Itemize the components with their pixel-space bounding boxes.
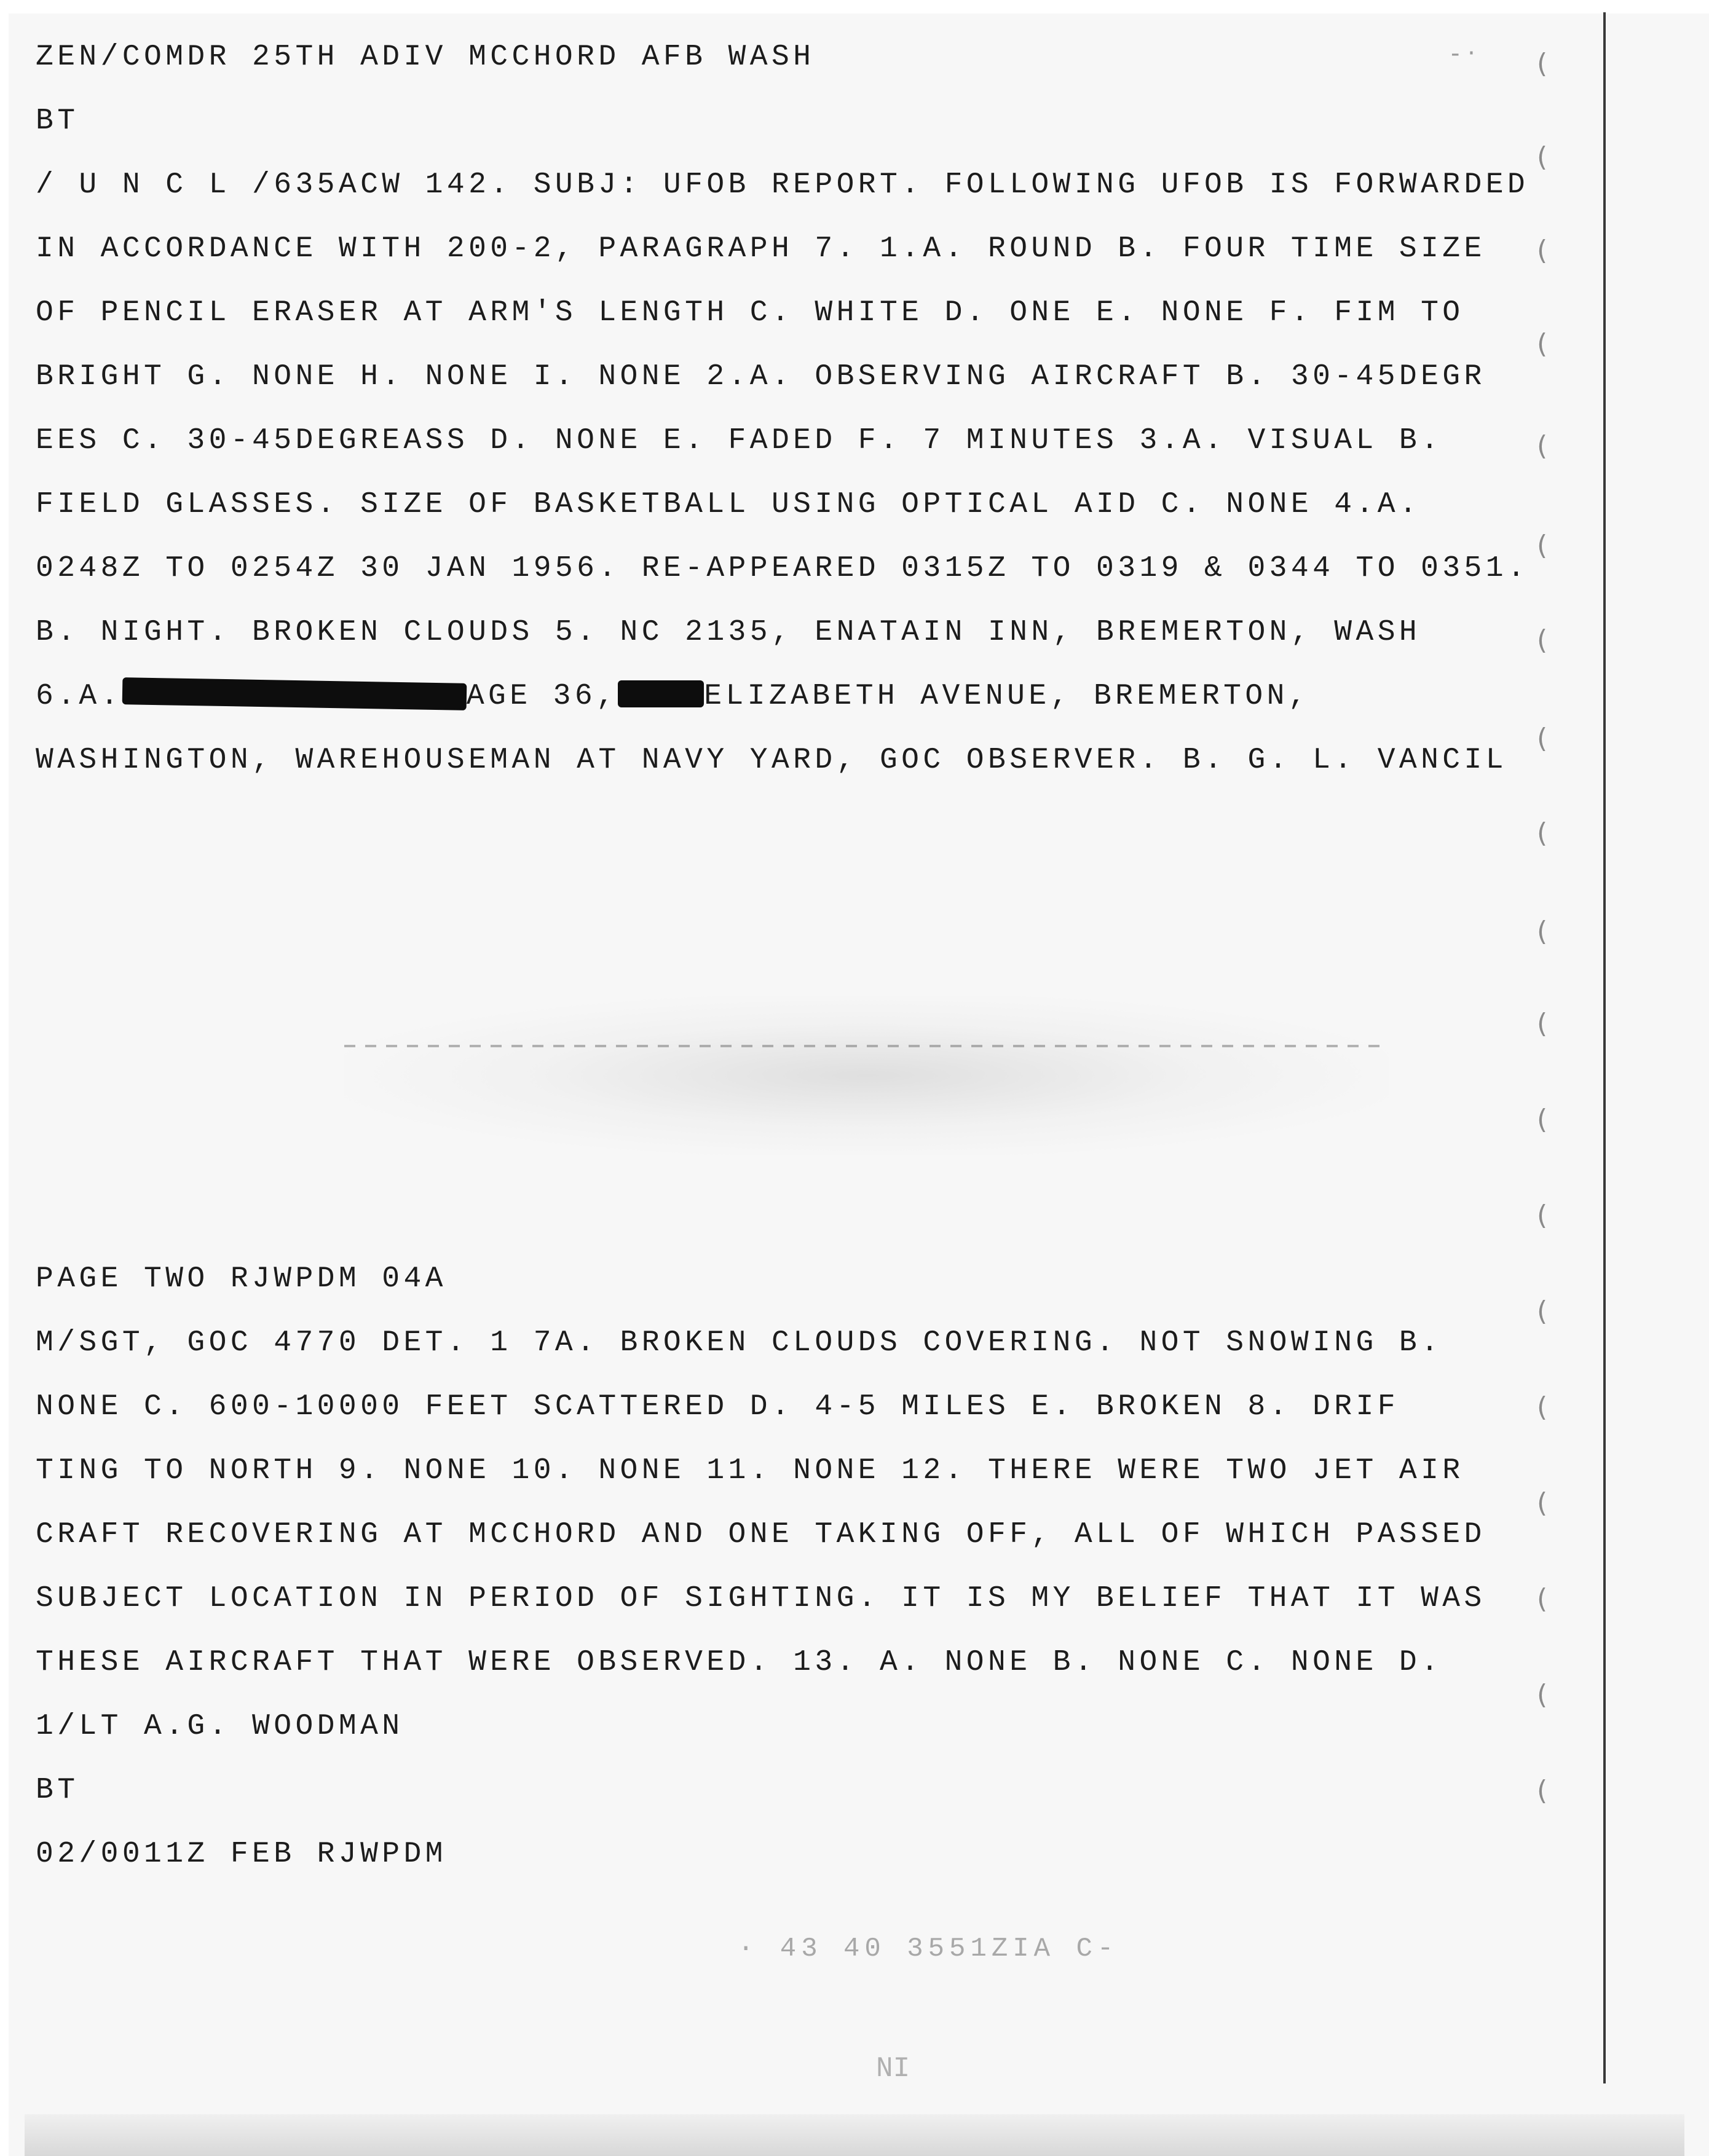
sprocket-mark: (	[1537, 723, 1548, 754]
body-line: WASHINGTON, WAREHOUSEMAN AT NAVY YARD, GOC OBSERVER. B. G. L. VANCIL	[36, 744, 1507, 777]
scan-border-bottom	[25, 2114, 1684, 2156]
body-line: THESE AIRCRAFT THAT WERE OBSERVED. 13. A. NONE B. NONE C. NONE D.	[36, 1646, 1443, 1679]
corner-mark: - ·	[1451, 39, 1475, 68]
break-line: BT	[36, 1774, 79, 1807]
sprocket-mark: (	[1537, 817, 1548, 849]
signature-line: 1/LT A.G. WOODMAN	[36, 1710, 404, 1743]
body-line: NONE C. 600-10000 FEET SCATTERED D. 4-5 MILES E. BROKEN 8. DRIF	[36, 1390, 1399, 1423]
smudge-line	[344, 1045, 1389, 1047]
sprocket-mark: (	[1537, 235, 1548, 266]
sprocket-mark: (	[1537, 1583, 1548, 1615]
witness-line-prefix: 6.A.	[36, 680, 122, 713]
sprocket-mark: (	[1537, 141, 1548, 173]
sprocket-mark: (	[1537, 1200, 1548, 1231]
body-line: B. NIGHT. BROKEN CLOUDS 5. NC 2135, ENATAIN INN, BREMERTON, WASH	[36, 616, 1421, 649]
sprocket-mark: (	[1537, 1679, 1548, 1710]
body-line: / U N C L /635ACW 142. SUBJ: UFOB REPORT. FOLLOWING UFOB IS FORWARDED	[36, 168, 1529, 202]
sprocket-mark: (	[1537, 430, 1548, 462]
sprocket-mark: (	[1537, 1104, 1548, 1135]
footer-mark: NI	[876, 2053, 910, 2085]
witness-line-suffix: ELIZABETH AVENUE, BREMERTON,	[704, 680, 1310, 713]
sprocket-mark: (	[1537, 1296, 1548, 1327]
redaction-address	[618, 680, 704, 707]
body-line: 0248Z TO 0254Z 30 JAN 1956. RE-APPEARED 0315Z TO 0319 & 0344 TO 0351.	[36, 552, 1529, 585]
smudge	[344, 996, 1389, 1155]
body-line: EES C. 30-45DEGREASS D. NONE E. FADED F. 7 MINUTES 3.A. VISUAL B.	[36, 424, 1443, 457]
margin-rule	[1603, 12, 1606, 2083]
witness-line	[36, 679, 1310, 714]
sprocket-mark: (	[1537, 1008, 1548, 1039]
scan-border-top	[0, 0, 1709, 14]
sprocket-mark: (	[1537, 916, 1548, 947]
sprocket-mark: (	[1537, 1391, 1548, 1423]
break-line: BT	[36, 104, 79, 138]
sprocket-mark: (	[1537, 530, 1548, 561]
sprocket-mark: (	[1537, 1487, 1548, 1519]
witness-line-age: AGE 36,	[466, 680, 618, 713]
body-line: FIELD GLASSES. SIZE OF BASKETBALL USING OPTICAL AID C. NONE 4.A.	[36, 488, 1421, 521]
body-line: TING TO NORTH 9. NONE 10. NONE 11. NONE 12. THERE WERE TWO JET AIR	[36, 1454, 1464, 1487]
header-line: ZEN/COMDR 25TH ADIV MCCHORD AFB WASH	[36, 41, 815, 74]
footer-stamp: · 43 40 3551ZIA C-	[738, 1934, 1119, 1964]
page-two-header: PAGE TWO RJWPDM 04A	[36, 1262, 447, 1296]
scan-border-left	[0, 0, 9, 2156]
body-line: OF PENCIL ERASER AT ARM'S LENGTH C. WHITE D. ONE E. NONE F. FIM TO	[36, 296, 1464, 329]
body-line: SUBJECT LOCATION IN PERIOD OF SIGHTING. IT IS MY BELIEF THAT IT WAS	[36, 1582, 1486, 1615]
date-time-group: 02/0011Z FEB RJWPDM	[36, 1838, 447, 1871]
sprocket-mark: (	[1537, 48, 1548, 79]
body-line: IN ACCORDANCE WITH 200-2, PARAGRAPH 7. 1.A. ROUND B. FOUR TIME SIZE	[36, 232, 1486, 266]
sprocket-mark: (	[1537, 624, 1548, 656]
body-line: CRAFT RECOVERING AT MCCHORD AND ONE TAKING OFF, ALL OF WHICH PASSED	[36, 1518, 1486, 1551]
sprocket-mark: (	[1537, 328, 1548, 360]
redaction-name	[122, 677, 467, 710]
body-line: BRIGHT G. NONE H. NONE I. NONE 2.A. OBSERVING AIRCRAFT B. 30-45DEGR	[36, 360, 1486, 393]
body-line: M/SGT, GOC 4770 DET. 1 7A. BROKEN CLOUDS COVERING. NOT SNOWING B.	[36, 1326, 1443, 1359]
sprocket-mark: (	[1537, 1775, 1548, 1806]
